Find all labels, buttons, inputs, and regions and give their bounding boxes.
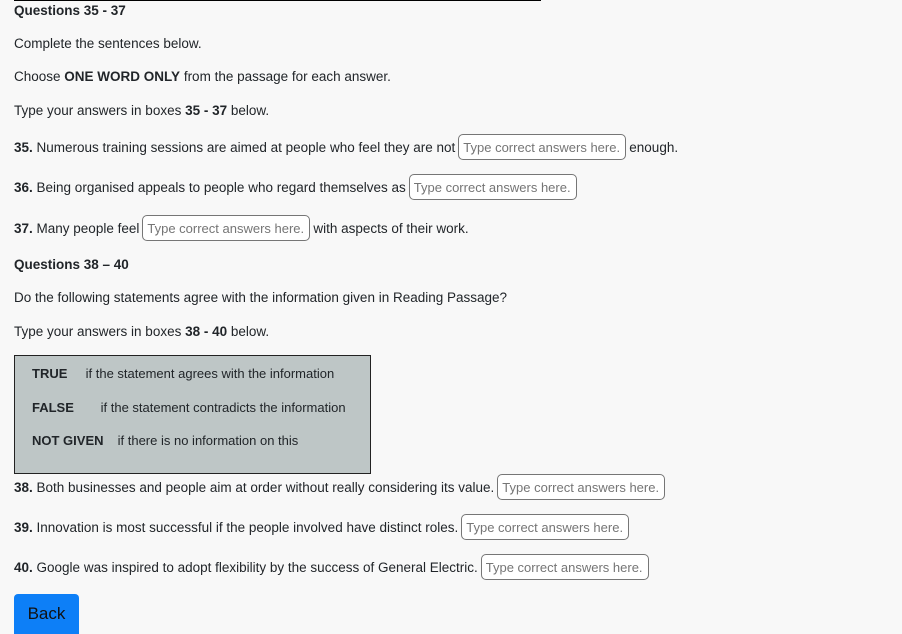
question-number: 37.	[14, 220, 33, 236]
legend-row-true	[32, 366, 334, 381]
answer-input-36[interactable]	[409, 174, 577, 200]
question-text-after: enough.	[629, 139, 679, 155]
question-number: 40.	[14, 559, 33, 575]
instruction-type-answers	[14, 102, 269, 120]
legend-description: if the statement agrees with the information	[85, 366, 335, 381]
instruction-emphasis: ONE WORD ONLY	[64, 69, 181, 84]
instruction-emphasis: 38 - 40	[185, 324, 228, 339]
legend-description: if the statement contradicts the information	[100, 400, 346, 415]
section-heading-38-40: Questions 38 – 40	[14, 257, 129, 272]
answer-input-40[interactable]	[481, 554, 649, 580]
instruction-choose-word	[14, 68, 391, 86]
legend-term: TRUE	[32, 366, 68, 381]
instruction-text: Choose	[14, 69, 65, 84]
legend-row-not-given	[32, 433, 298, 448]
question-number: 39.	[14, 519, 33, 535]
question-text: Google was inspired to adopt flexibility by the success of General Electric.	[32, 559, 478, 575]
legend-row-false	[32, 400, 346, 415]
answer-input-35[interactable]	[458, 134, 626, 160]
question-38	[14, 474, 668, 500]
answer-key-legend	[14, 355, 371, 474]
instruction-text: from the passage for each answer.	[180, 69, 391, 84]
question-number: 36.	[14, 179, 33, 195]
question-number: 38.	[14, 479, 33, 495]
question-37	[14, 215, 469, 241]
top-divider	[14, 0, 541, 1]
instruction-emphasis: 35 - 37	[185, 103, 228, 118]
instruction-text: below.	[227, 103, 270, 118]
question-number: 35.	[14, 139, 33, 155]
instruction-text: below.	[227, 324, 270, 339]
question-text: Both businesses and people aim at order without really considering its value.	[32, 479, 495, 495]
question-text: Innovation is most successful if the people involved have distinct roles.	[32, 519, 459, 535]
question-35	[14, 134, 678, 160]
question-text-after: with aspects of their work.	[313, 220, 469, 236]
legend-term: NOT GIVEN	[32, 433, 104, 448]
question-text: Being organised appeals to people who regard themselves as	[32, 179, 406, 195]
answer-input-38[interactable]	[497, 474, 665, 500]
answer-input-37[interactable]	[142, 215, 310, 241]
legend-term: FALSE	[32, 400, 74, 415]
instruction-type-answers	[14, 323, 269, 341]
question-36	[14, 174, 580, 200]
instruction-agree-statements: Do the following statements agree with the information given in Reading Passage?	[14, 290, 508, 305]
question-39	[14, 514, 632, 540]
answer-input-39[interactable]	[461, 514, 629, 540]
legend-description: if there is no information on this	[117, 433, 299, 448]
instruction-text: Type your answers in boxes	[14, 324, 186, 339]
back-button[interactable]: Back	[14, 594, 79, 634]
question-text: Many people feel	[32, 220, 140, 236]
instruction-complete-sentences: Complete the sentences below.	[14, 36, 202, 51]
question-40	[14, 554, 652, 580]
question-text: Numerous training sessions are aimed at people who feel they are not	[32, 139, 456, 155]
section-heading-35-37: Questions 35 - 37	[14, 3, 126, 18]
instruction-text: Type your answers in boxes	[14, 103, 186, 118]
